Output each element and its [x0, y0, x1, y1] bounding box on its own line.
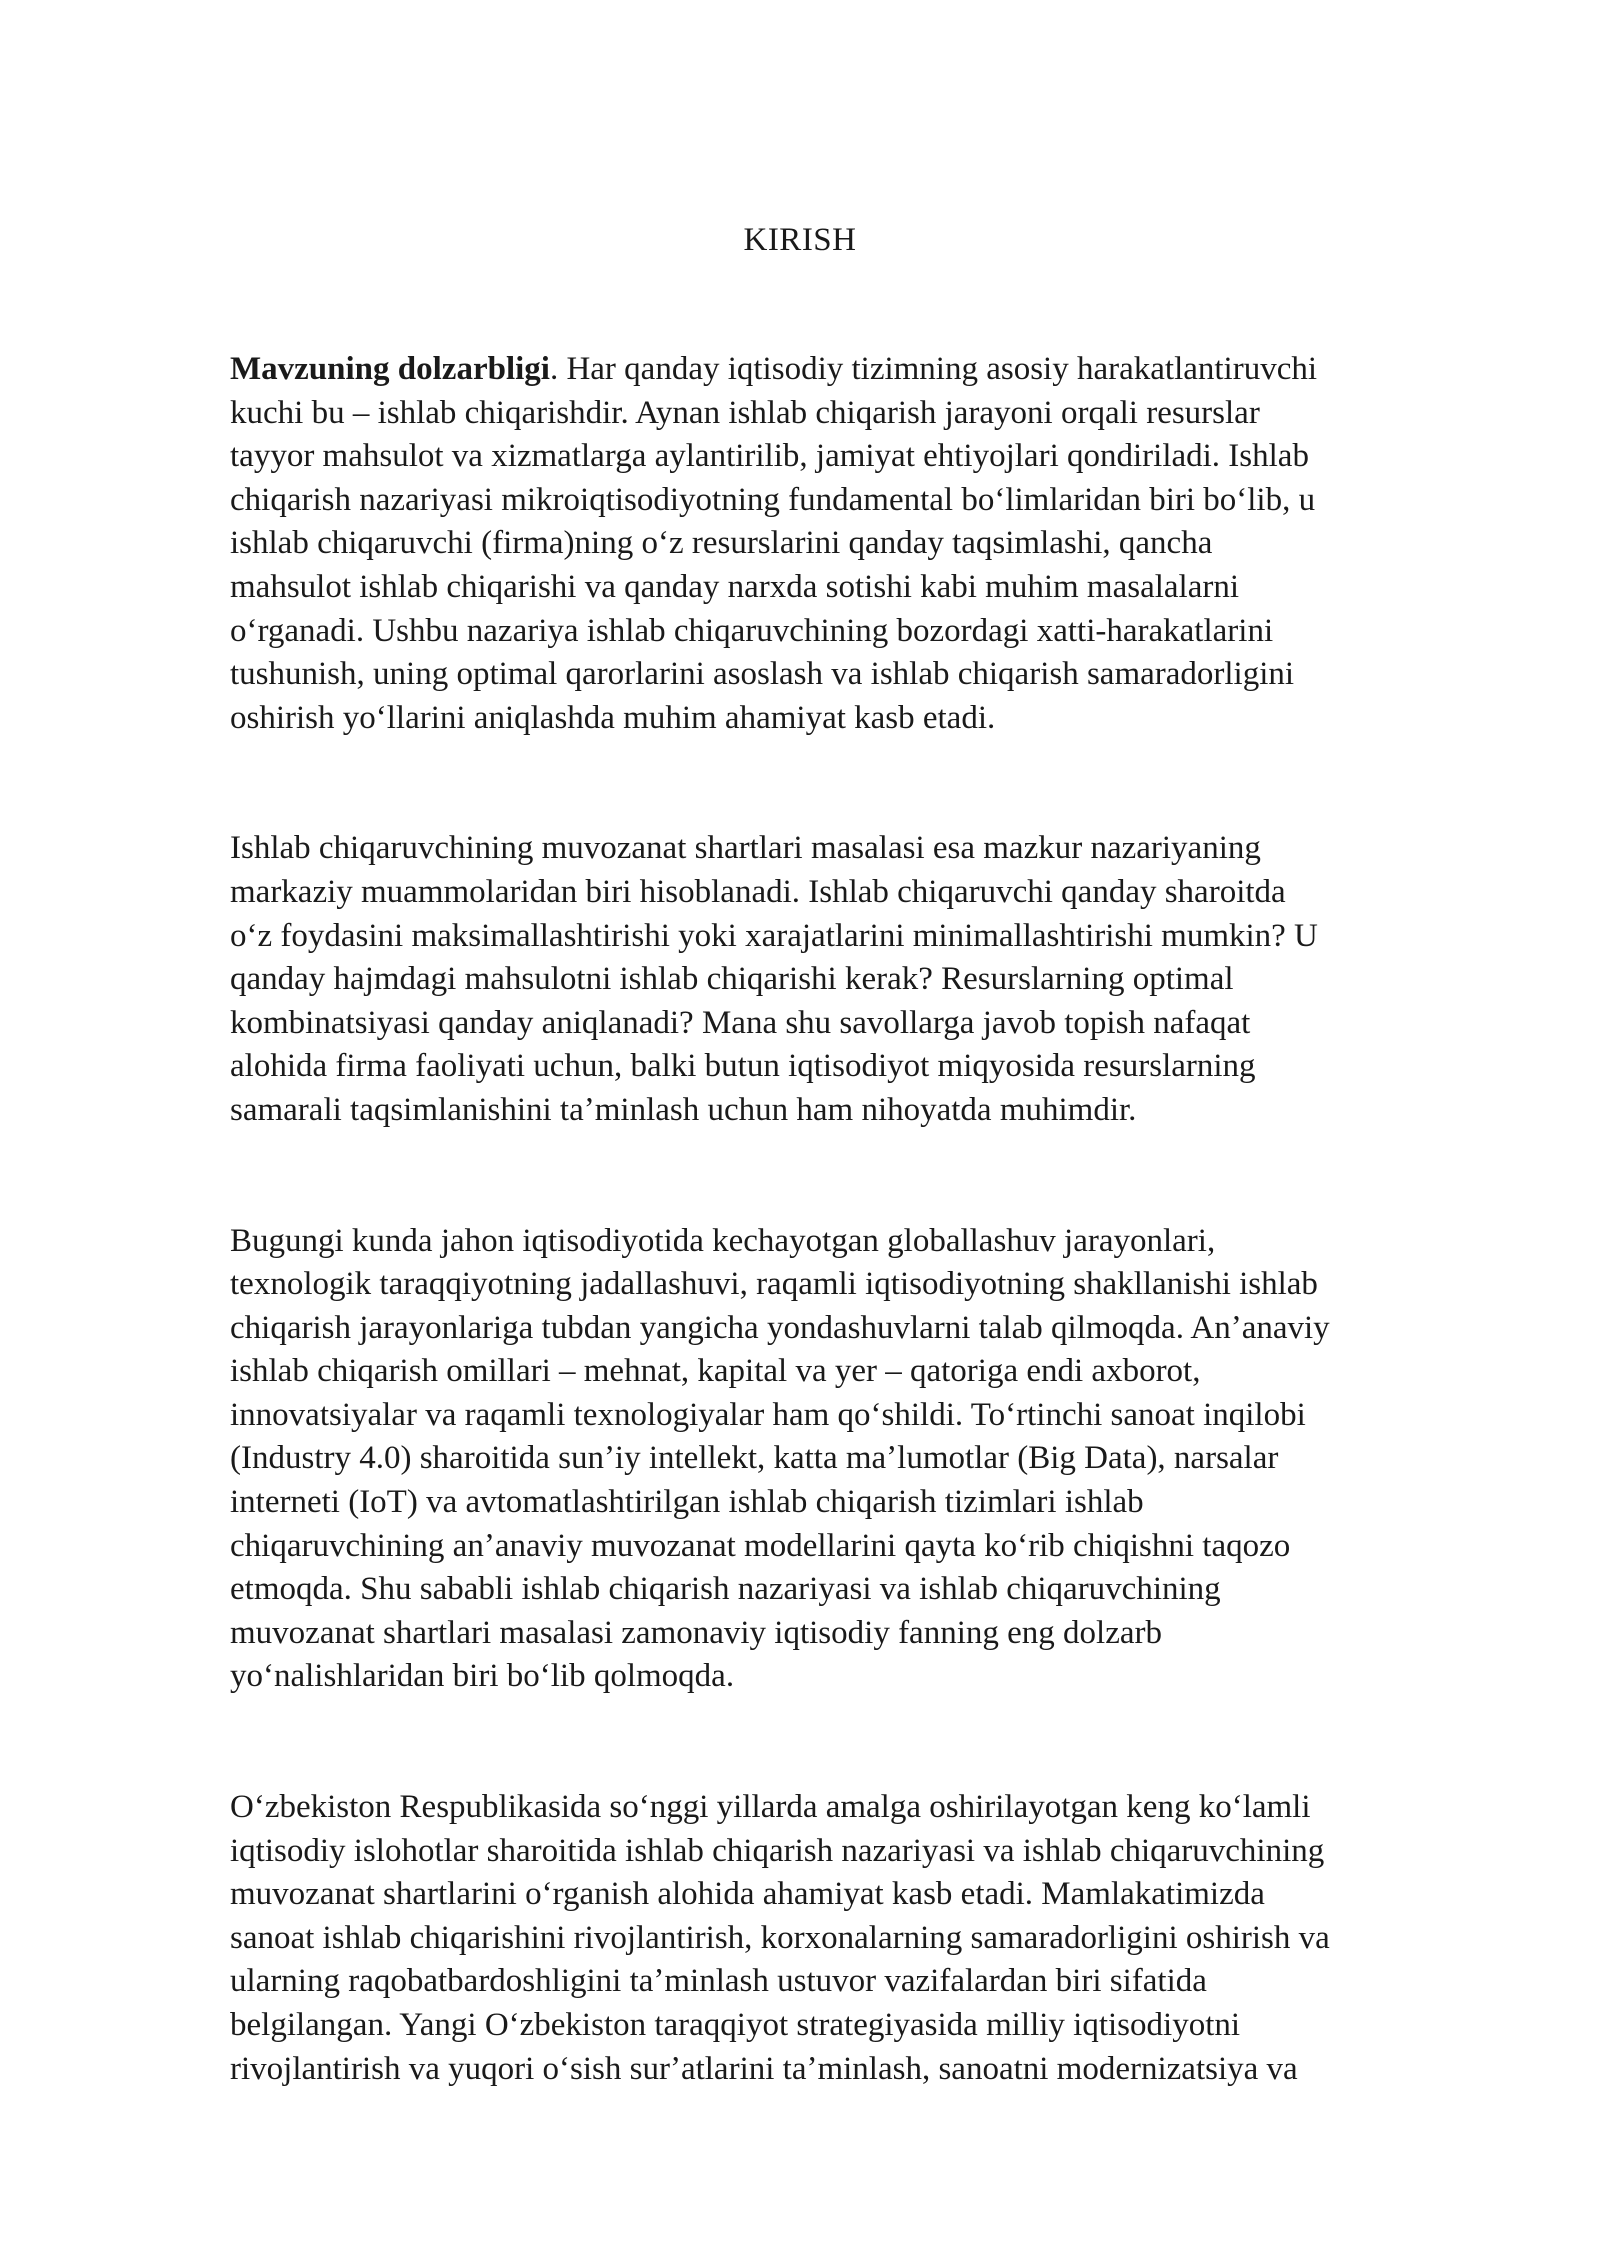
paragraph-line: etmoqda. Shu sababli ishlab chiqarish nazariyasi va ishlab chiqaruvchining — [230, 1571, 1221, 1608]
paragraph-line: yoʻnalishlaridan biri boʻlib qolmoqda. — [230, 1658, 735, 1695]
paragraph-line: tushunish, uning optimal qarorlarini asoslash va ishlab chiqarish samaradorligini — [230, 656, 1295, 693]
paragraph-line: ularning raqobatbardoshligini taʼminlash ustuvor vazifalardan biri sifatida — [230, 1963, 1207, 2000]
paragraph-line: oʻrganadi. Ushbu nazariya ishlab chiqaruvchining bozordagi xatti-harakatlarini — [230, 612, 1274, 649]
paragraph-line: alohida firma faoliyati uchun, balki butun iqtisodiyot miqyosida resurslarning — [230, 1048, 1256, 1085]
paragraph-line: sanoat ishlab chiqarishini rivojlantirish, korxonalarning samaradorligini oshirish va — [230, 1919, 1330, 1956]
paragraph-line — [230, 348, 1530, 392]
paragraph-line: tayyor mahsulot va xizmatlarga aylantirilib, jamiyat ehtiyojlari qondiriladi. Ishlab — [230, 438, 1309, 475]
paragraph-line: qanday hajmdagi mahsulotni ishlab chiqarishi kerak? Resurslarning optimal — [230, 961, 1234, 998]
paragraph-line: kuchi bu – ishlab chiqarishdir. Aynan ishlab chiqarish jarayoni orqali resurslar — [230, 394, 1260, 431]
paragraph-globalization — [230, 1220, 1530, 1700]
paragraph-line: chiqaruvchining anʼanaviy muvozanat modellarini qayta koʻrib chiqishni taqozo — [230, 1527, 1291, 1564]
paragraph-line: (Industry 4.0) sharoitida sunʼiy intellekt, katta maʼlumotlar (Big Data), narsalar — [230, 1440, 1279, 1477]
paragraph-line: oshirish yoʻllarini aniqlashda muhim ahamiyat kasb etadi. — [230, 699, 996, 736]
paragraph-line: Ishlab chiqaruvchining muvozanat shartlari masalasi esa mazkur nazariyaning — [230, 830, 1261, 867]
paragraph-lead-heading: Mavzuning dolzarbligi — [230, 351, 550, 387]
paragraph-line: belgilangan. Yangi Oʻzbekiston taraqqiyot strategiyasida milliy iqtisodiyotni — [230, 2007, 1241, 2043]
paragraph-line: chiqarish nazariyasi mikroiqtisodiyotning fundamental boʻlimlaridan biri boʻlib, u — [230, 481, 1316, 518]
paragraph-line: Oʻzbekiston Respublikasida soʻnggi yillarda amalga oshirilayotgan keng koʻlamli — [230, 1789, 1311, 1826]
paragraph-line: rivojlantirish va yuqori oʻsish surʼatlarini taʼminlash, sanoatni modernizatsiya va — [230, 2050, 1298, 2087]
paragraph-line-text: . Har qanday iqtisodiy tizimning asosiy harakatlantiruvchi — [549, 351, 1318, 387]
page-title: KIRISH — [743, 222, 857, 258]
paragraph-line: innovatsiyalar va raqamli texnologiyalar ham qoʻshildi. Toʻrtinchi sanoat inqilobi — [230, 1396, 1306, 1433]
paragraph-line: muvozanat shartlarini oʻrganish alohida ahamiyat kasb etadi. Mamlakatimizda — [230, 1876, 1265, 1913]
paragraph-line: ishlab chiqarish omillari – mehnat, kapital va yer – qatoriga endi axborot, — [230, 1353, 1201, 1390]
paragraph-relevance — [230, 348, 1530, 740]
paragraph-line: samarali taqsimlanishini taʼminlash uchun ham nihoyatda muhimdir. — [230, 1091, 1137, 1128]
paragraph-uzbekistan — [230, 1786, 1530, 2091]
paragraph-line: texnologik taraqqiyotning jadallashuvi, raqamli iqtisodiyotning shakllanishi ishlab — [230, 1266, 1318, 1303]
paragraph-line: muvozanat shartlari masalasi zamonaviy iqtisodiy fanning eng dolzarb — [230, 1614, 1162, 1651]
paragraph-line: chiqarish jarayonlariga tubdan yangicha yondashuvlarni talab qilmoqda. Anʼanaviy — [230, 1309, 1330, 1346]
paragraph-equilibrium — [230, 827, 1530, 1132]
paragraph-line: ishlab chiqaruvchi (firma)ning oʻz resurslarini qanday taqsimlashi, qancha — [230, 525, 1213, 562]
paragraph-line: mahsulot ishlab chiqarishi va qanday narxda sotishi kabi muhim masalalarni — [230, 568, 1240, 605]
paragraph-line: kombinatsiyasi qanday aniqlanadi? Mana shu savollarga javob topish nafaqat — [230, 1004, 1251, 1041]
paragraph-line: interneti (IoT) va avtomatlashtirilgan ishlab chiqarish tizimlari ishlab — [230, 1484, 1144, 1521]
paragraph-line: markaziy muammolaridan biri hisoblanadi. Ishlab chiqaruvchi qanday sharoitda — [230, 873, 1286, 910]
document-body — [230, 348, 1530, 2178]
paragraph-line: iqtisodiy islohotlar sharoitida ishlab chiqarish nazariyasi va ishlab chiqaruvchining — [230, 1832, 1325, 1869]
paragraph-line: Bugungi kunda jahon iqtisodiyotida kechayotgan globallashuv jarayonlari, — [230, 1222, 1216, 1259]
paragraph-line: oʻz foydasini maksimallashtirishi yoki xarajatlarini minimallashtirishi mumkin? U — [230, 917, 1318, 954]
